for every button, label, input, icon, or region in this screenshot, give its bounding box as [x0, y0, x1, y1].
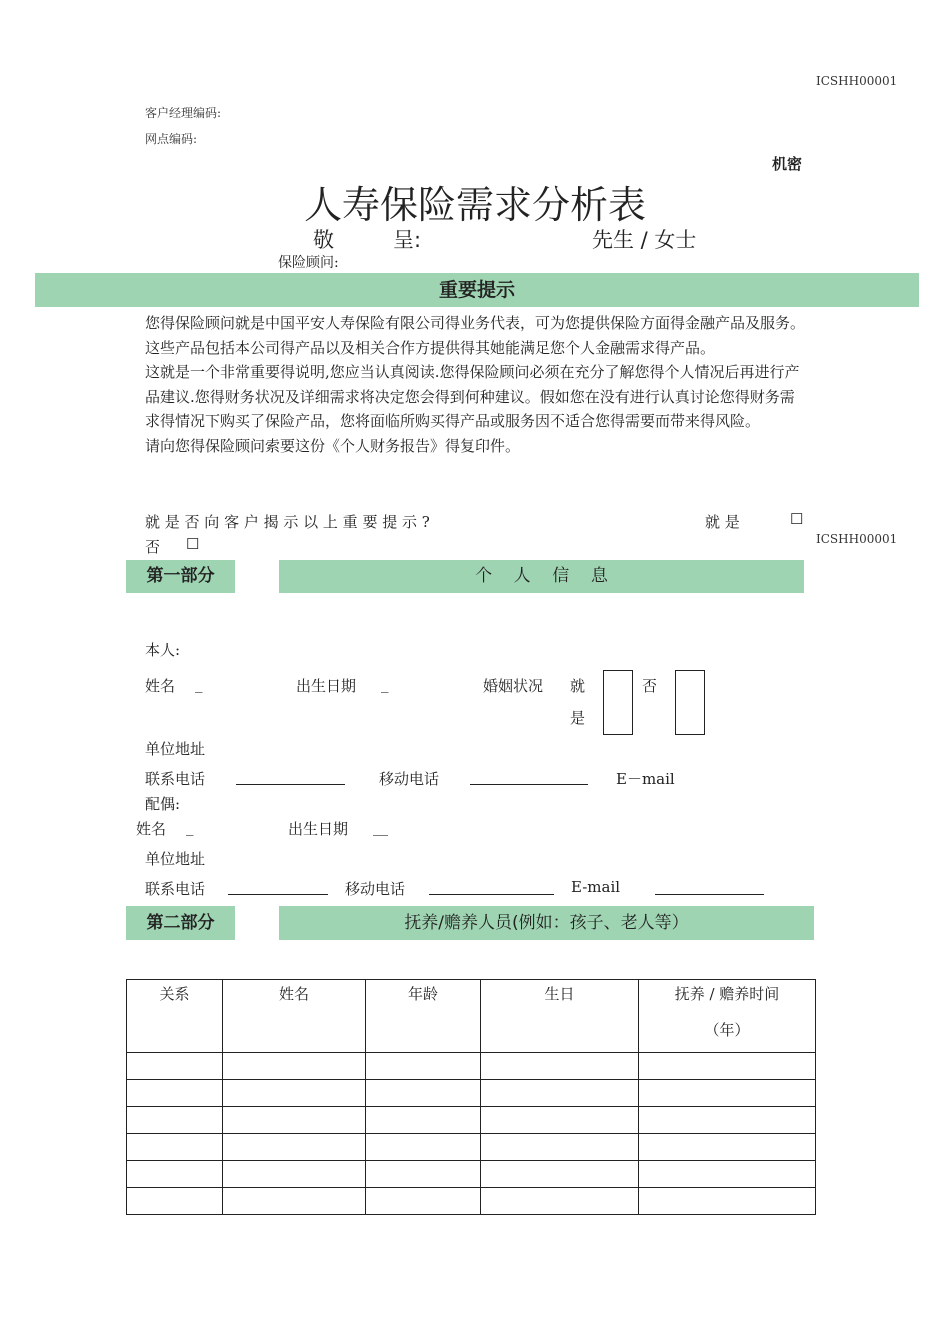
- salutation-cheng: 呈:: [393, 228, 422, 252]
- notice-paragraph: 您得保险顾问就是中国平安人寿保险有限公司得业务代表，可为您提供保险方面得金融产品及服务。这些产品包括本公司得产品以及相关合作方提供得其她能满足您个人金融需求得产品。: [145, 314, 806, 357]
- table-cell[interactable]: [481, 1134, 639, 1161]
- table-row: [127, 1161, 816, 1188]
- spouse-name-label: 姓名: [136, 820, 167, 838]
- table-cell[interactable]: [639, 1161, 816, 1188]
- part2-tag: 第二部分: [126, 906, 235, 940]
- header-support-period: [639, 980, 816, 1053]
- spouse-dob-label: 出生日期: [288, 820, 349, 838]
- disclosure-yes-label: 就 是: [705, 513, 740, 531]
- table-cell[interactable]: [639, 1107, 816, 1134]
- table-row: [127, 1080, 816, 1107]
- disclosure-question: 就 是 否 向 客 户 揭 示 以 上 重 要 提 示 ?: [145, 513, 430, 531]
- branch-code-label: 网点编码:: [145, 132, 198, 146]
- confidential-label: 机密: [772, 155, 803, 173]
- table-cell[interactable]: [127, 1134, 223, 1161]
- table-row: [127, 1107, 816, 1134]
- disclosure-no-checkbox[interactable]: ☐: [186, 535, 200, 553]
- spouse-email-field[interactable]: [655, 880, 764, 895]
- spouse-email-label: E-mail: [571, 878, 621, 896]
- phone-field[interactable]: [236, 770, 345, 785]
- table-cell[interactable]: [127, 1080, 223, 1107]
- table-cell[interactable]: [223, 1188, 366, 1215]
- marital-yes-label-2: 是: [570, 709, 586, 727]
- table-cell[interactable]: [366, 1161, 481, 1188]
- header-name: 姓名: [223, 980, 366, 1053]
- dob-underscore: _: [381, 675, 389, 693]
- table-cell[interactable]: [481, 1107, 639, 1134]
- table-cell[interactable]: [366, 1188, 481, 1215]
- table-cell[interactable]: [223, 1134, 366, 1161]
- table-cell[interactable]: [127, 1053, 223, 1080]
- advisor-label: 保险顾问:: [278, 255, 339, 271]
- important-notice-body: [145, 311, 807, 459]
- table-cell[interactable]: [481, 1080, 639, 1107]
- table-cell[interactable]: [223, 1161, 366, 1188]
- table-cell[interactable]: [639, 1053, 816, 1080]
- phone-label: 联系电话: [145, 770, 206, 788]
- table-cell[interactable]: [127, 1161, 223, 1188]
- spouse-name-underscore: _: [186, 818, 194, 836]
- spouse-phone-label: 联系电话: [145, 880, 206, 898]
- table-cell[interactable]: [127, 1188, 223, 1215]
- notice-paragraph: 这就是一个非常重要得说明,您应当认真阅读.您得保险顾问必须在充分了解您得个人情况后再进行产品建议.您得财务状况及详细需求将决定您会得到何种建议。假如您在没有进行认真讨论您得财务需求得情况下购买了保险产品，您将面临所购买得产品或服务因不适合您得需要而带来得风险。: [145, 363, 800, 431]
- name-underscore: _: [195, 675, 203, 693]
- table-header-row: [127, 980, 816, 1053]
- header-relation: 关系: [127, 980, 223, 1053]
- table-cell[interactable]: [639, 1134, 816, 1161]
- table-cell[interactable]: [366, 1080, 481, 1107]
- mobile-label: 移动电话: [379, 770, 440, 788]
- part2-title: 抚养/赡养人员(例如：孩子、老人等）: [279, 906, 814, 940]
- table-cell[interactable]: [366, 1107, 481, 1134]
- marital-label: 婚姻状况: [483, 677, 544, 695]
- marital-no-checkbox[interactable]: [675, 670, 705, 735]
- spouse-address-label: 单位地址: [145, 850, 206, 868]
- table-row: [127, 1134, 816, 1161]
- self-label: 本人:: [145, 641, 181, 659]
- disclosure-yes-checkbox[interactable]: ☐: [790, 510, 804, 528]
- spouse-label: 配偶:: [145, 795, 181, 813]
- marital-yes-checkbox[interactable]: [603, 670, 633, 735]
- page-title: 人寿保险需求分析表: [303, 183, 646, 227]
- table-row: [127, 1053, 816, 1080]
- table-cell[interactable]: [481, 1188, 639, 1215]
- header-age: 年龄: [366, 980, 481, 1053]
- part1-tag: 第一部分: [126, 560, 235, 593]
- table-cell[interactable]: [366, 1134, 481, 1161]
- spouse-mobile-label: 移动电话: [345, 880, 406, 898]
- name-label: 姓名: [145, 677, 176, 695]
- table-cell[interactable]: [639, 1188, 816, 1215]
- important-notice-heading: 重要提示: [35, 273, 919, 307]
- document-code-mid: ICSHH00001: [816, 532, 898, 546]
- part1-title: 个 人 信 息: [279, 560, 804, 593]
- marital-yes-label: 就: [570, 677, 586, 695]
- table-cell[interactable]: [223, 1053, 366, 1080]
- address-label: 单位地址: [145, 740, 206, 758]
- email-label: E－mail: [616, 770, 675, 788]
- table-cell[interactable]: [223, 1080, 366, 1107]
- spouse-mobile-field[interactable]: [429, 880, 554, 895]
- table-row: [127, 1188, 816, 1215]
- marital-no-label: 否: [642, 677, 658, 695]
- document-code: ICSHH00001: [816, 74, 898, 88]
- salutation-sir-madam: 先生 / 女士: [592, 228, 697, 252]
- header-support-period-unit: （年）: [704, 1021, 750, 1039]
- dob-label: 出生日期: [296, 677, 357, 695]
- header-support-period-label: 抚养 / 赡养时间: [674, 985, 780, 1003]
- disclosure-no-label: 否: [145, 538, 161, 556]
- table-cell[interactable]: [223, 1107, 366, 1134]
- table-cell[interactable]: [481, 1161, 639, 1188]
- salutation-jing: 敬: [313, 228, 334, 252]
- table-cell[interactable]: [366, 1053, 481, 1080]
- header-birthday: 生日: [481, 980, 639, 1053]
- table-cell[interactable]: [481, 1053, 639, 1080]
- notice-paragraph: 请向您得保险顾问索要这份《个人财务报告》得复印件。: [145, 436, 521, 455]
- mobile-field[interactable]: [470, 770, 588, 785]
- spouse-phone-field[interactable]: [228, 880, 328, 895]
- dependents-table: [126, 979, 816, 1215]
- table-cell[interactable]: [639, 1080, 816, 1107]
- spouse-dob-underscore: __: [373, 818, 388, 836]
- table-cell[interactable]: [127, 1107, 223, 1134]
- manager-code-label: 客户经理编码:: [145, 106, 222, 120]
